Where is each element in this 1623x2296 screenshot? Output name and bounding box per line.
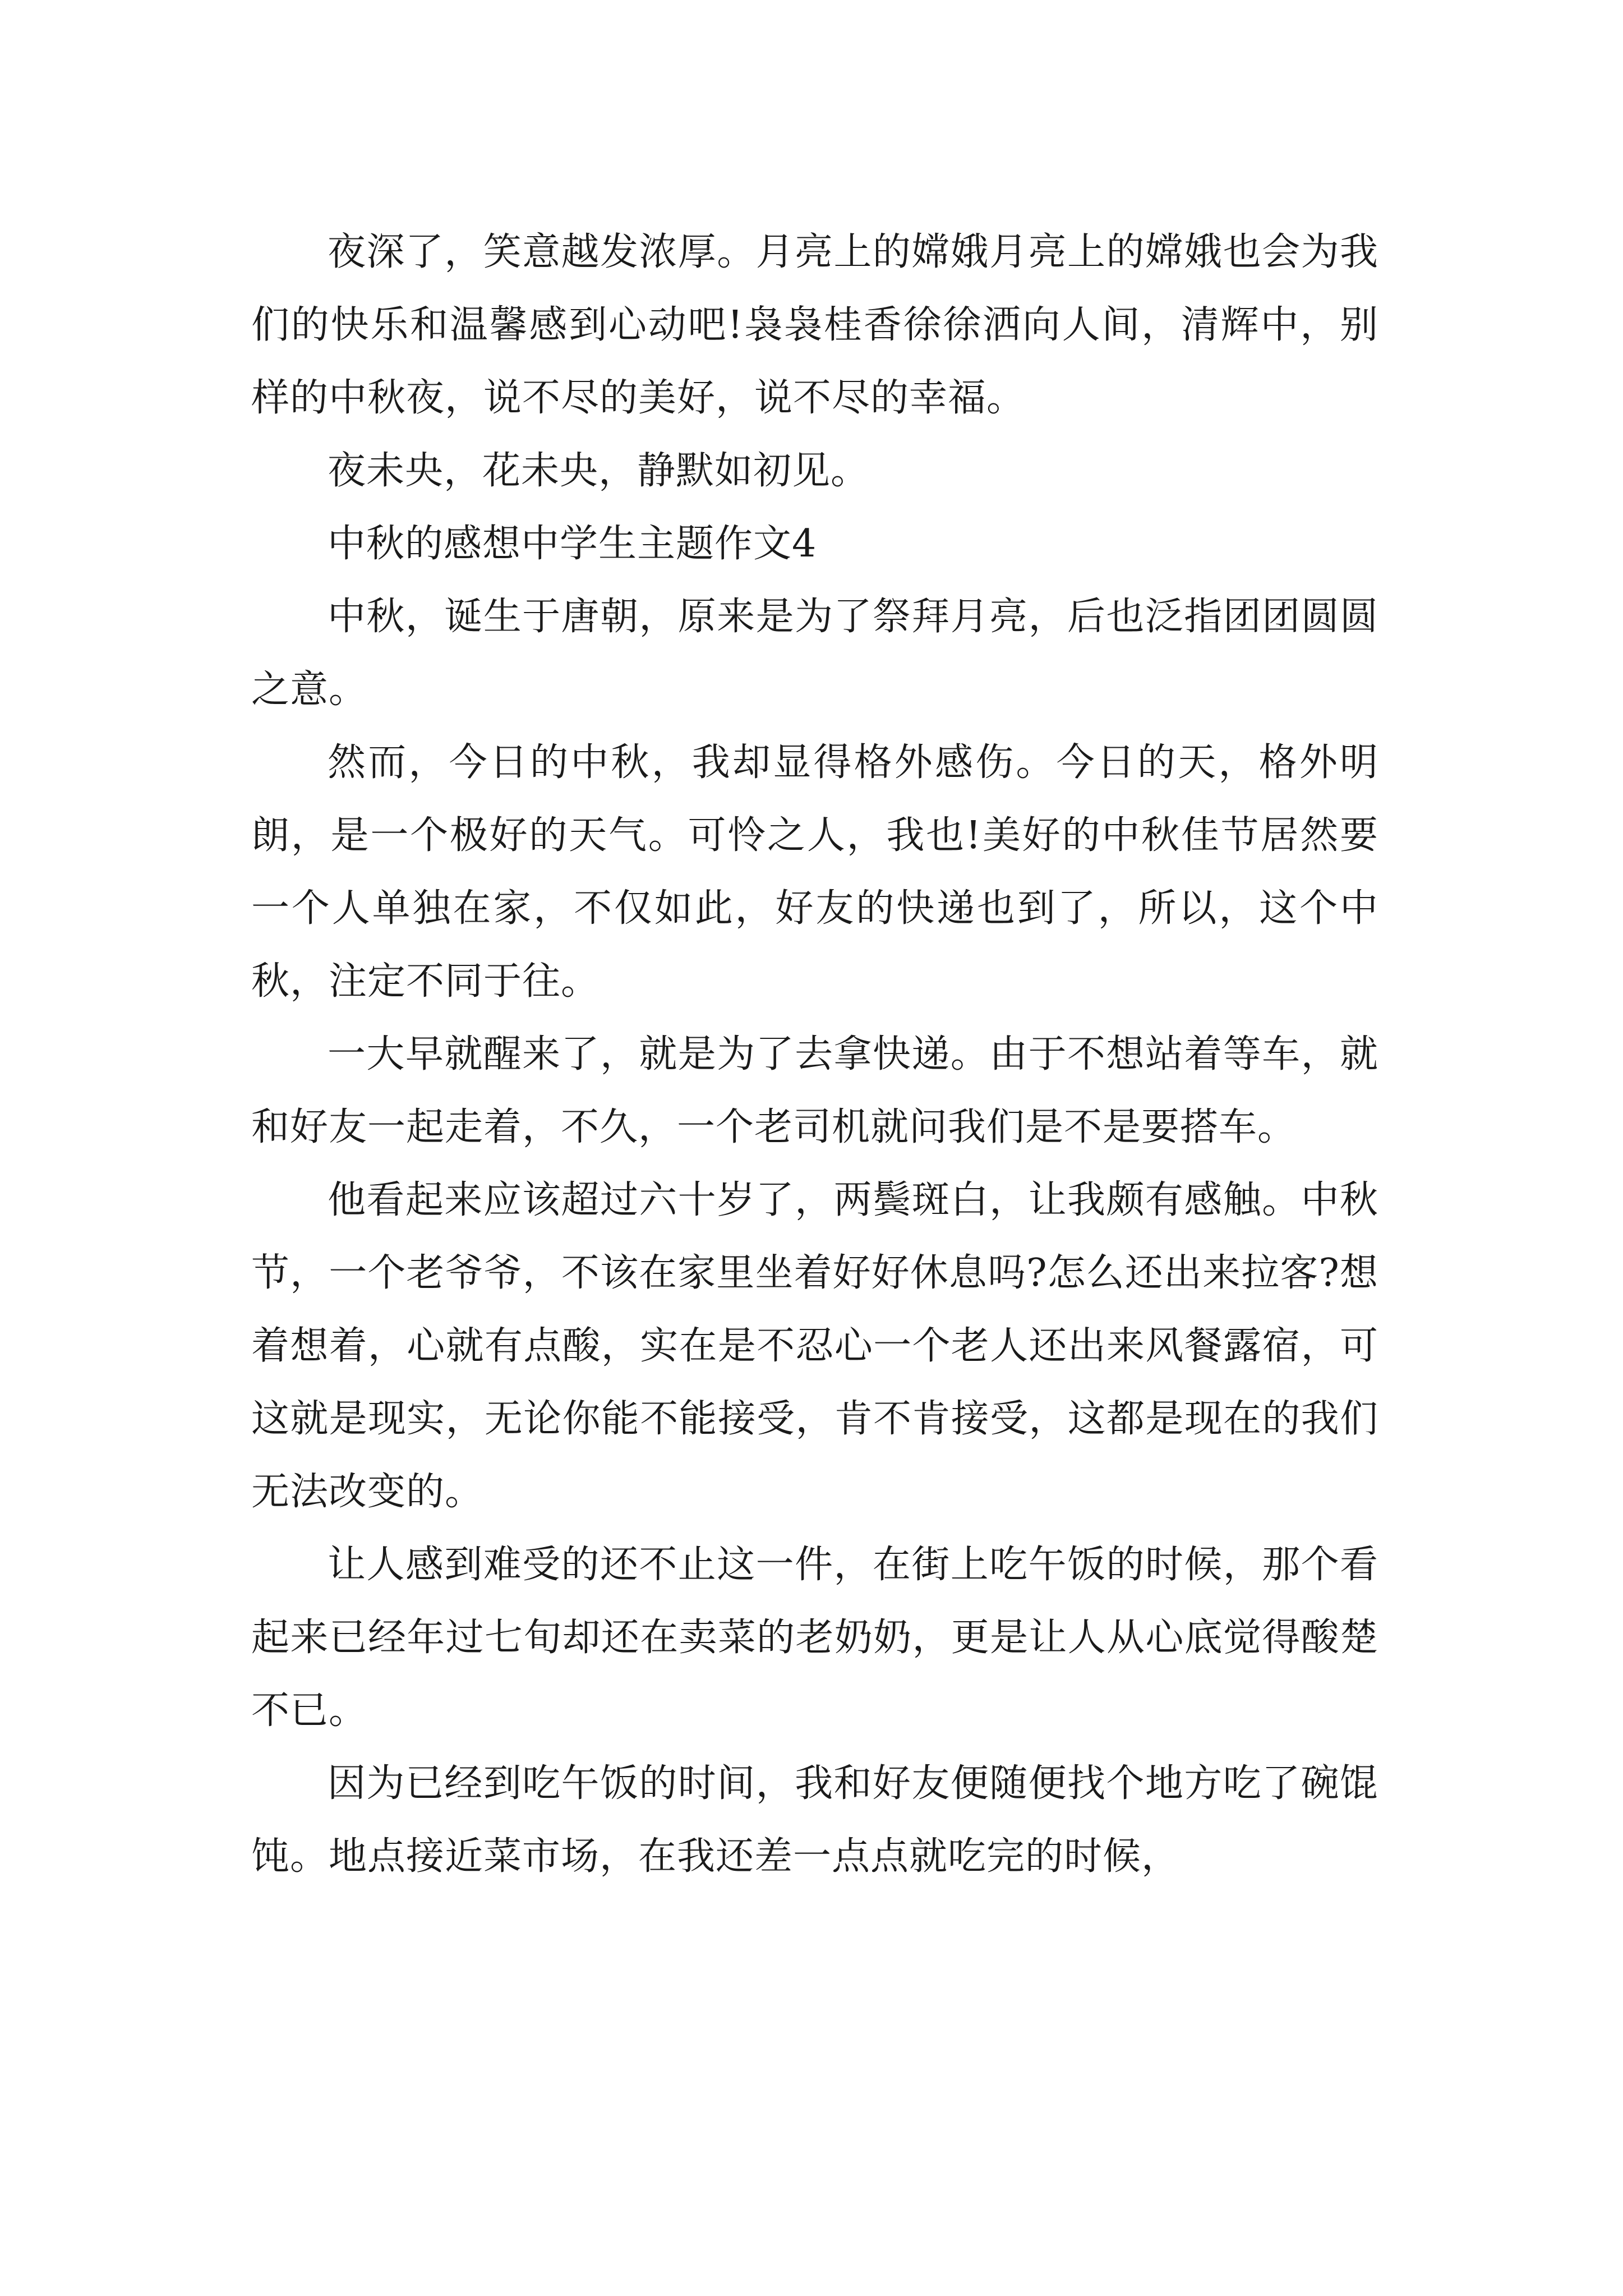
paragraph-early-morning: 一大早就醒来了，就是为了去拿快递。由于不想站着等车，就和好友一起走着，不久，一个老司机就问我们是不是要搭车。	[251, 1032, 1378, 1149]
paragraph-lunch: 因为已经到吃午饭的时间，我和好友便随便找个地方吃了碗馄饨。地点接近菜市场，在我还差一点点就吃完的时候，	[251, 1761, 1378, 1879]
document-body	[251, 216, 1378, 1893]
paragraph-sad-today: 然而，今日的中秋，我却显得格外感伤。今日的天，格外明朗，是一个极好的天气。可怜之人，我也!美好的中秋佳节居然要一个人单独在家，不仅如此，好友的快递也到了，所以，这个中秋，注定不同于往。	[251, 740, 1378, 1004]
paragraph-old-driver: 他看起来应该超过六十岁了，两鬓斑白，让我颇有感触。中秋节，一个老爷爷，不该在家里坐着好好休息吗?怎么还出来拉客?想着想着，心就有点酸，实在是不忍心一个老人还出来风餐露宿，可这就是现实，无论你能不能接受，肯不肯接受，这都是现在的我们无法改变的。	[251, 1178, 1378, 1514]
paragraph-old-grandma: 让人感到难受的还不止这一件，在街上吃午饭的时候，那个看起来已经年过七旬却还在卖菜的老奶奶，更是让人从心底觉得酸楚不已。	[251, 1543, 1378, 1733]
paragraph-origin: 中秋，诞生于唐朝，原来是为了祭拜月亮，后也泛指团团圆圆之意。	[251, 595, 1378, 712]
paragraph-mid-autumn-night: 夜深了，笑意越发浓厚。月亮上的嫦娥月亮上的嫦娥也会为我们的快乐和温馨感到心动吧!袅袅桂香徐徐洒向人间，清辉中，别样的中秋夜，说不尽的美好，说不尽的幸福。	[251, 230, 1378, 420]
essay-heading: 中秋的感想中学生主题作文4	[328, 522, 817, 566]
paragraph-night-not-over: 夜未央，花未央，静默如初见。	[328, 449, 870, 493]
